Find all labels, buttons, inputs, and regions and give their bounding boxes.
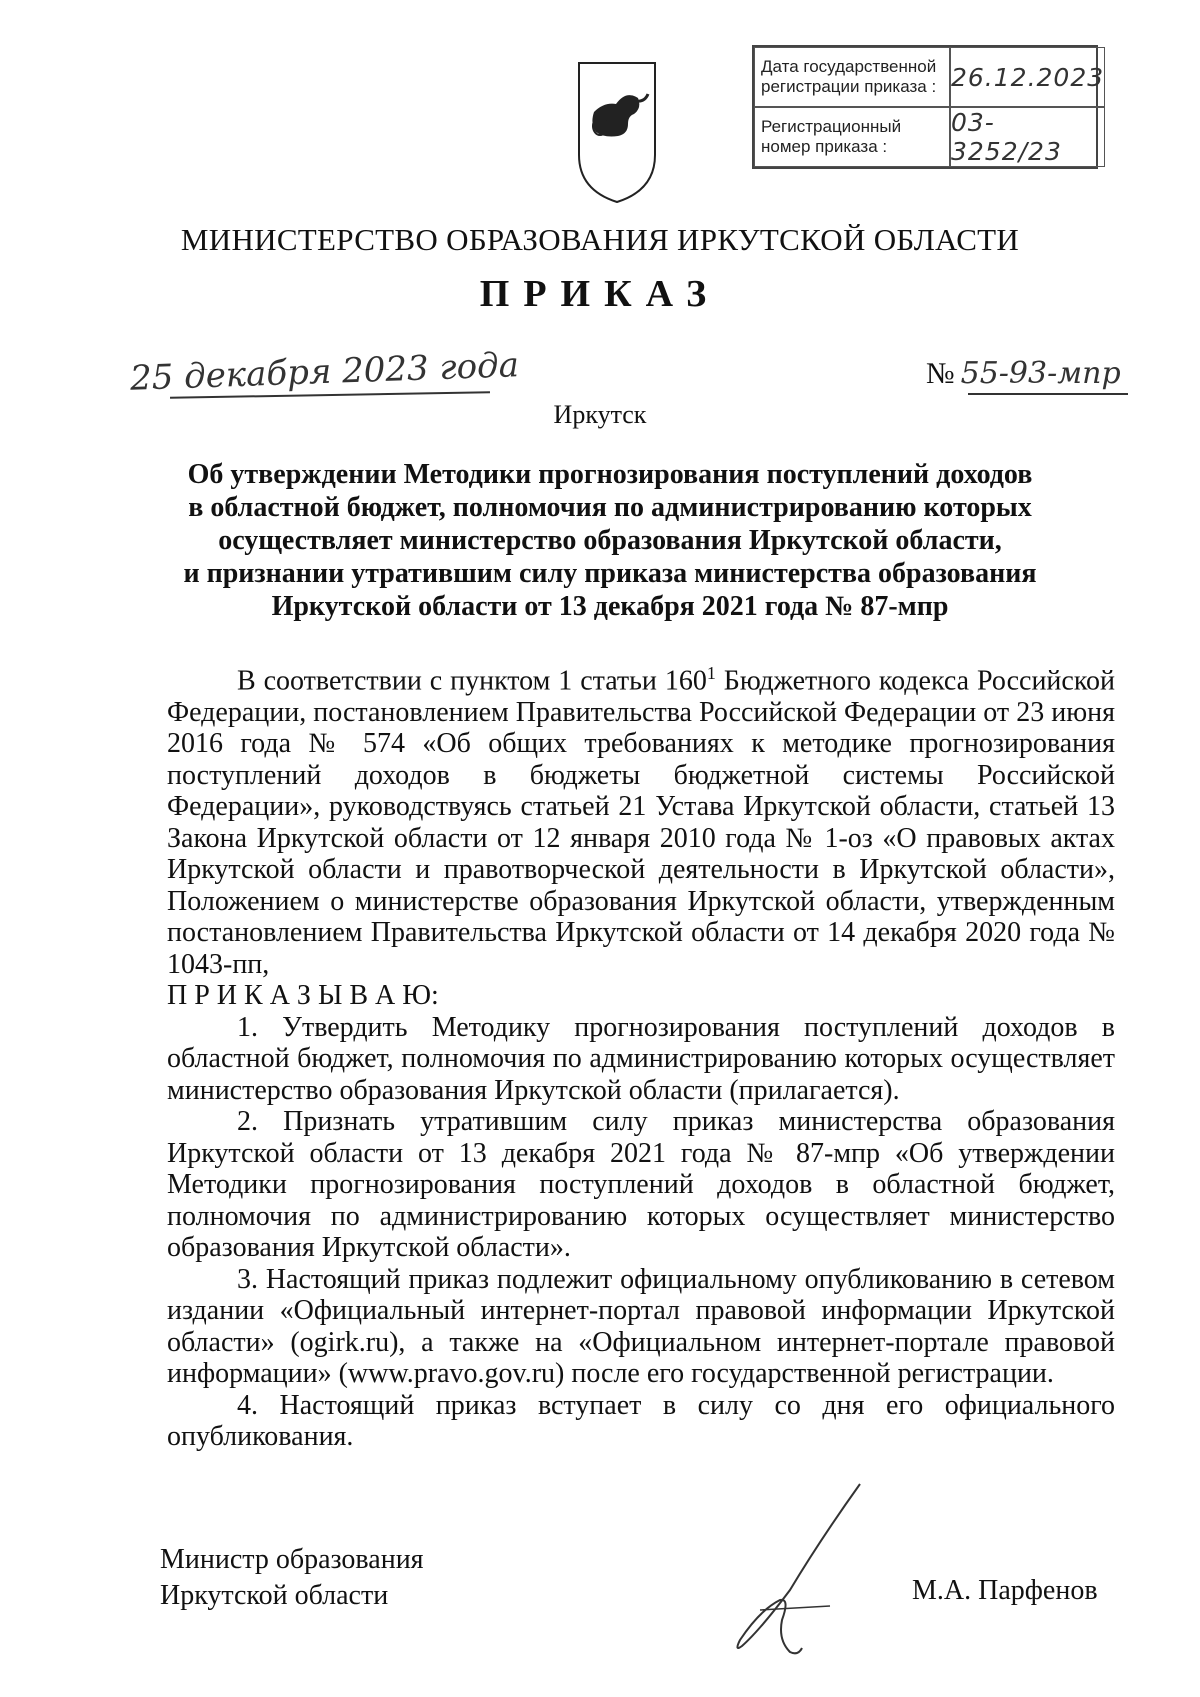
registration-number-value: 03-3252/23: [950, 107, 1105, 167]
registration-date-value: 26.12.2023: [950, 47, 1105, 107]
order-body: [167, 658, 1115, 1453]
title-line: в областной бюджет, полномочия по администрированию которых: [188, 492, 1032, 523]
signatory-position: [160, 1542, 424, 1614]
city: Иркутск: [553, 400, 647, 429]
ministry-name: МИНИСТЕРСТВО ОБРАЗОВАНИЯ ИРКУТСКОЙ ОБЛАСТИ: [180, 222, 1020, 257]
preamble-superscript: 1: [706, 663, 716, 683]
registration-date-label: Дата государственной регистрации приказа :: [754, 47, 950, 107]
order-number-handwritten: 55-93-мпр: [960, 356, 1121, 391]
document-type: ПРИКАЗ: [479, 273, 721, 315]
order-item: 1. Утвердить Методику прогнозирования поступлений доходов в областной бюджет, полномочия по администрированию которых осуществляет министерство образования Иркутской области (прилагается).: [167, 1011, 1115, 1106]
position-line: Министр образования: [160, 1544, 424, 1575]
number-underline: [968, 393, 1128, 395]
registration-stamp: [752, 45, 1105, 169]
handwritten-signature-icon: [720, 1480, 870, 1655]
position-line: Иркутской области: [160, 1580, 389, 1611]
number-prefix: №: [926, 357, 955, 390]
title-line: и признании утратившим силу приказа министерства образования: [183, 558, 1037, 589]
coat-of-arms-icon: [576, 60, 658, 205]
signer-name: М.А. Парфенов: [912, 1575, 1098, 1606]
order-word: П Р И К А З Ы В А Ю:: [167, 980, 439, 1012]
title-line: осуществляет министерство образования Иркутской области,: [218, 525, 1002, 556]
order-title: [180, 458, 1040, 623]
preamble: [167, 658, 1115, 980]
order-item: 4. Настоящий приказ вступает в силу со дня его официального опубликования.: [167, 1389, 1115, 1453]
preamble-text-start: В соответствии с пунктом 1 статьи 160: [237, 665, 707, 697]
order-item: 2. Признать утратившим силу приказ министерства образования Иркутской области от 13 декабря 2021 года № 87-мпр «Об утверждении Методики прогнозирования поступлений доходов в областной бюджет, полномочия по администрированию которых осуществляет министерство образования Иркутской области».: [167, 1106, 1115, 1264]
registration-number-label: Регистрационный номер приказа :: [754, 107, 950, 167]
preamble-text-end: Бюджетного кодекса Российской Федерации, постановлением Правительства Российской Федерации от 23 июня 2016 года № 574 «Об общих требованиях к методике прогнозирования поступлений доходов в бюджеты бюджетной системы Российской Федерации», руководствуясь статьей 21 Устава Иркутской области, статьей 13 Закона Иркутской области от 12 января 2010 года № 1-оз «О правовых актах Иркутской области и правотворческой деятельности в Иркутской области», Положением о министерстве образования Иркутской области, утвержденным постановлением Правительства Иркутской области от 14 декабря 2020 года № 1043-пп,: [167, 665, 1116, 980]
title-line: Иркутской области от 13 декабря 2021 года № 87-мпр: [271, 591, 949, 622]
order-date-handwritten: 25 декабря 2023 года: [129, 345, 520, 399]
order-item: 3. Настоящий приказ подлежит официальному опубликованию в сетевом издании «Официальный интернет-портал правовой информации Иркутской области» (ogirk.ru), а также на «Официальном интернет-портале правовой информации» (www.pravo.gov.ru) после его государственной регистрации.: [167, 1263, 1115, 1390]
order-number: [926, 356, 1121, 391]
title-line: Об утверждении Методики прогнозирования поступлений доходов: [187, 459, 1033, 490]
